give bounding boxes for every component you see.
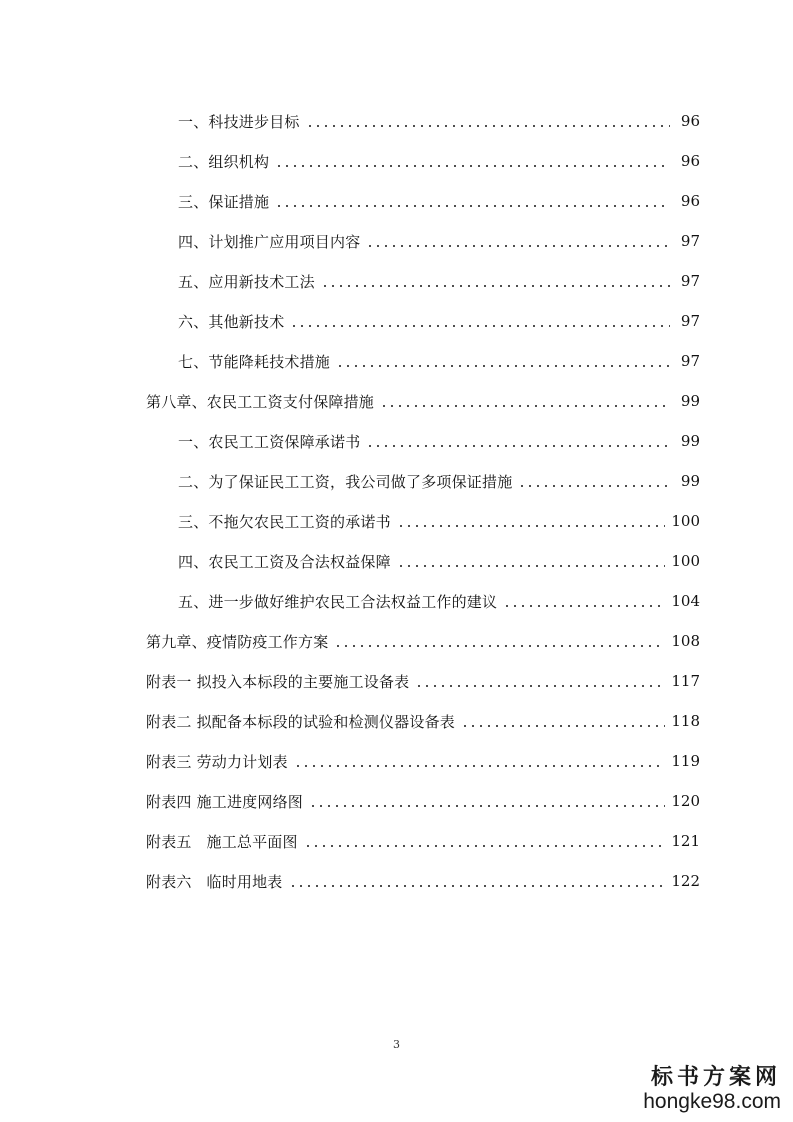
dot-leader bbox=[503, 593, 665, 609]
dot-leader bbox=[334, 633, 665, 649]
page-number: 3 bbox=[393, 1038, 400, 1051]
dot-leader bbox=[275, 153, 670, 169]
dot-leader bbox=[304, 833, 666, 849]
dot-leader bbox=[415, 673, 665, 689]
dot-leader bbox=[366, 433, 670, 449]
toc-entry-title: 四、农民工工资及合法权益保障 bbox=[178, 552, 391, 571]
toc-entry-title: 四、计划推广应用项目内容 bbox=[178, 232, 361, 251]
toc-entry-title: 七、节能降耗技术措施 bbox=[178, 352, 331, 371]
toc-appendix-entry bbox=[146, 869, 700, 893]
toc-chapter-entry bbox=[146, 629, 700, 653]
toc-entry-page: 100 bbox=[671, 552, 700, 570]
toc-appendix-entry bbox=[146, 829, 700, 853]
toc-entry-title: 二、组织机构 bbox=[178, 152, 270, 171]
toc-entry bbox=[178, 189, 700, 213]
toc-entry bbox=[178, 109, 700, 133]
toc-entry bbox=[178, 229, 700, 253]
toc-entry bbox=[178, 149, 700, 173]
toc-entry-title: 第八章、农民工工资支付保障措施 bbox=[146, 392, 375, 411]
toc-entry-page: 104 bbox=[671, 592, 700, 610]
toc-entry bbox=[178, 589, 700, 613]
dot-leader bbox=[397, 513, 666, 529]
toc-entry-page: 97 bbox=[680, 312, 700, 330]
toc-appendix-entry bbox=[146, 749, 700, 773]
toc-entry-title: 五、应用新技术工法 bbox=[178, 272, 315, 291]
dot-leader bbox=[336, 353, 670, 369]
toc-entry-title: 一、科技进步目标 bbox=[178, 112, 300, 131]
toc-entry-title: 附表四 施工进度网络图 bbox=[146, 792, 303, 811]
toc-entry-page: 118 bbox=[671, 712, 700, 730]
toc-entry-title: 附表三 劳动力计划表 bbox=[146, 752, 288, 771]
watermark-logo bbox=[643, 1064, 781, 1114]
toc-entry-page: 117 bbox=[671, 672, 700, 690]
watermark-url: hongke98.com bbox=[643, 1090, 781, 1113]
toc-appendix-entry bbox=[146, 669, 700, 693]
toc-entry-page: 120 bbox=[671, 792, 700, 810]
watermark-name: 标书方案网 bbox=[650, 1064, 781, 1090]
toc-entry-title: 三、保证措施 bbox=[178, 192, 270, 211]
toc-entry bbox=[178, 429, 700, 453]
toc-appendix-entry bbox=[146, 709, 700, 733]
toc-entry bbox=[178, 509, 700, 533]
dot-leader bbox=[294, 753, 666, 769]
toc-entry-page: 99 bbox=[680, 472, 700, 490]
toc-entry-page: 96 bbox=[680, 112, 700, 130]
toc-entry bbox=[178, 309, 700, 333]
toc-entry-page: 99 bbox=[680, 392, 700, 410]
dot-leader bbox=[518, 473, 670, 489]
toc-chapter-entry bbox=[146, 389, 700, 413]
toc-entry bbox=[178, 269, 700, 293]
toc-entry-title: 附表一 拟投入本标段的主要施工设备表 bbox=[146, 672, 410, 691]
toc-entry-page: 100 bbox=[671, 512, 700, 530]
toc-entry bbox=[178, 549, 700, 573]
dot-leader bbox=[290, 313, 670, 329]
toc-entry-title: 二、为了保证民工工资，我公司做了多项保证措施 bbox=[178, 472, 513, 491]
toc-entry-title: 附表五 施工总平面图 bbox=[146, 832, 298, 851]
toc-entry-title: 三、不拖欠农民工工资的承诺书 bbox=[178, 512, 391, 531]
toc-entry-title: 六、其他新技术 bbox=[178, 312, 285, 331]
toc-entry bbox=[178, 469, 700, 493]
toc-appendix-entry bbox=[146, 789, 700, 813]
dot-leader bbox=[309, 793, 665, 809]
toc-entry-page: 121 bbox=[671, 832, 700, 850]
toc-entry-title: 附表六 临时用地表 bbox=[146, 872, 283, 891]
dot-leader bbox=[461, 713, 665, 729]
toc-entry-page: 96 bbox=[680, 152, 700, 170]
toc-entry-page: 119 bbox=[671, 752, 700, 770]
toc-entry-page: 97 bbox=[680, 272, 700, 290]
toc-entry-page: 96 bbox=[680, 192, 700, 210]
toc-entry-title: 五、进一步做好维护农民工合法权益工作的建议 bbox=[178, 592, 498, 611]
dot-leader bbox=[289, 873, 666, 889]
toc-entry-title: 附表二 拟配备本标段的试验和检测仪器设备表 bbox=[146, 712, 455, 731]
dot-leader bbox=[380, 393, 670, 409]
dot-leader bbox=[321, 273, 670, 289]
toc-entry-page: 122 bbox=[671, 872, 700, 890]
toc-entry-title: 第九章、疫情防疫工作方案 bbox=[146, 632, 329, 651]
toc-entry-page: 99 bbox=[680, 432, 700, 450]
dot-leader bbox=[275, 193, 670, 209]
toc-entry-page: 97 bbox=[680, 352, 700, 370]
dot-leader bbox=[306, 113, 670, 129]
toc-entry-page: 97 bbox=[680, 232, 700, 250]
dot-leader bbox=[397, 553, 666, 569]
dot-leader bbox=[366, 233, 670, 249]
toc-entry bbox=[178, 349, 700, 373]
toc-entry-page: 108 bbox=[671, 632, 700, 650]
toc-entry-title: 一、农民工工资保障承诺书 bbox=[178, 432, 361, 451]
